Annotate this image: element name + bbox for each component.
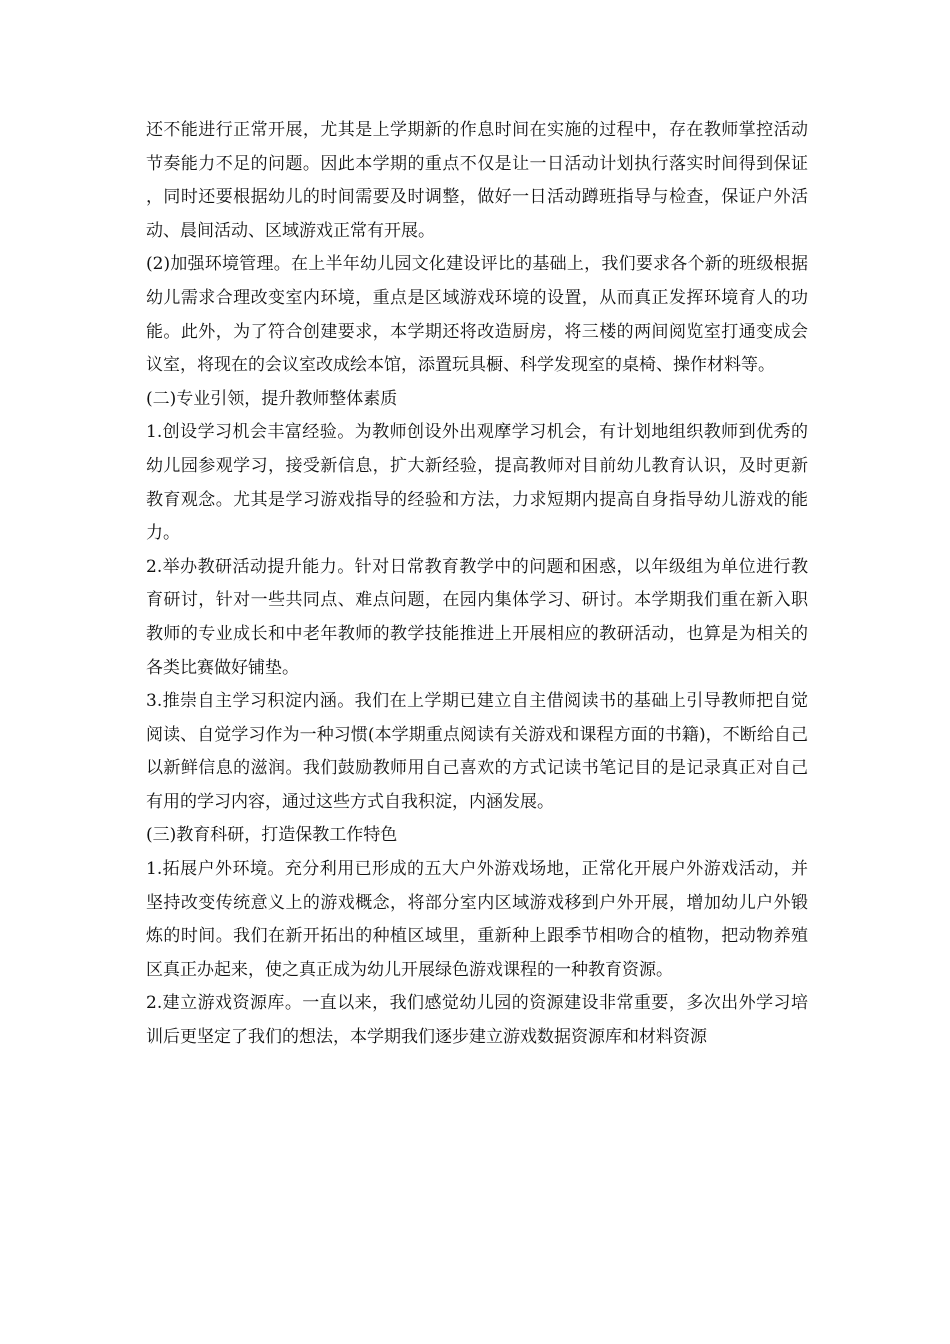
paragraph-environment-management: (2)加强环境管理。在上半年幼儿园文化建设评比的基础上，我们要求各个新的班级根据幼儿需求合理改变室内环境，重点是区域游戏环境的设置，从而真正发挥环境育人的功能。此外，为了符合创建要求，本学期还将改造厨房，将三楼的两间阅览室打通变成会议室，将现在的会议室改成绘本馆，添置玩具橱、科学发现室的桌椅、操作材料等。 [146,254,808,376]
paragraph-outdoor-environment: 1.拓展户外环境。充分利用已形成的五大户外游戏场地，正常化开展户外游戏活动，并坚持改变传统意义上的游戏概念，将部分室内区域游戏移到户外开展，增加幼儿户外锻炼的时间。我们在新开拓出的种植区域里，重新种上跟季节相吻合的植物，把动物养殖区真正办起来，使之真正成为幼儿开展绿色游戏课程的一种教育资源。 [146,859,808,980]
paragraph-continuation: 还不能进行正常开展，尤其是上学期新的作息时间在实施的过程中，存在教师掌控活动节奏能力不足的问题。因此本学期的重点不仅是让一日活动计划执行落实时间得到保证，同时还要根据幼儿的时间需要及时调整，做好一日活动蹲班指导与检查，保证户外活动、晨间活动、区域游戏正常有开展。 [146,120,808,241]
document-page [146,114,808,1055]
paragraph-learning-opportunities: 1.创设学习机会丰富经验。为教师创设外出观摩学习机会，有计划地组织教师到优秀的幼儿园参观学习，接受新信息，扩大新经验，提高教师对目前幼儿教育认识，及时更新教育观念。尤其是学习游戏指导的经验和方法，力求短期内提高自身指导幼儿游戏的能力。 [146,422,808,544]
paragraph-teaching-research: 2.举办教研活动提升能力。针对日常教育教学中的问题和困惑，以年级组为单位进行教育研讨，针对一些共同点、难点问题，在园内集体学习、研讨。本学期我们重在新入职教师的专业成长和中老年教师的教学技能推进上开展相应的教研活动，也算是为相关的各类比赛做好铺垫。 [146,556,808,678]
section-heading-professional-guidance: (二)专业引领，提升教师整体素质 [146,388,398,409]
paragraph-self-study: 3.推崇自主学习积淀内涵。我们在上学期已建立自主借阅读书的基础上引导教师把自觉阅读、自觉学习作为一种习惯(本学期重点阅读有关游戏和课程方面的书籍)，不断给自己以新鲜信息的滋润。我们鼓励教师用自己喜欢的方式记读书笔记目的是记录真正对自己有用的学习内容，通过这些方式自我积淀，内涵发展。 [146,691,808,812]
section-heading-education-research: (三)教育科研，打造保教工作特色 [146,825,398,846]
paragraph-game-resource-library: 2.建立游戏资源库。一直以来，我们感觉幼儿园的资源建设非常重要，多次出外学习培训后更坚定了我们的想法，本学期我们逐步建立游戏数据资源库和材料资源 [146,993,808,1048]
